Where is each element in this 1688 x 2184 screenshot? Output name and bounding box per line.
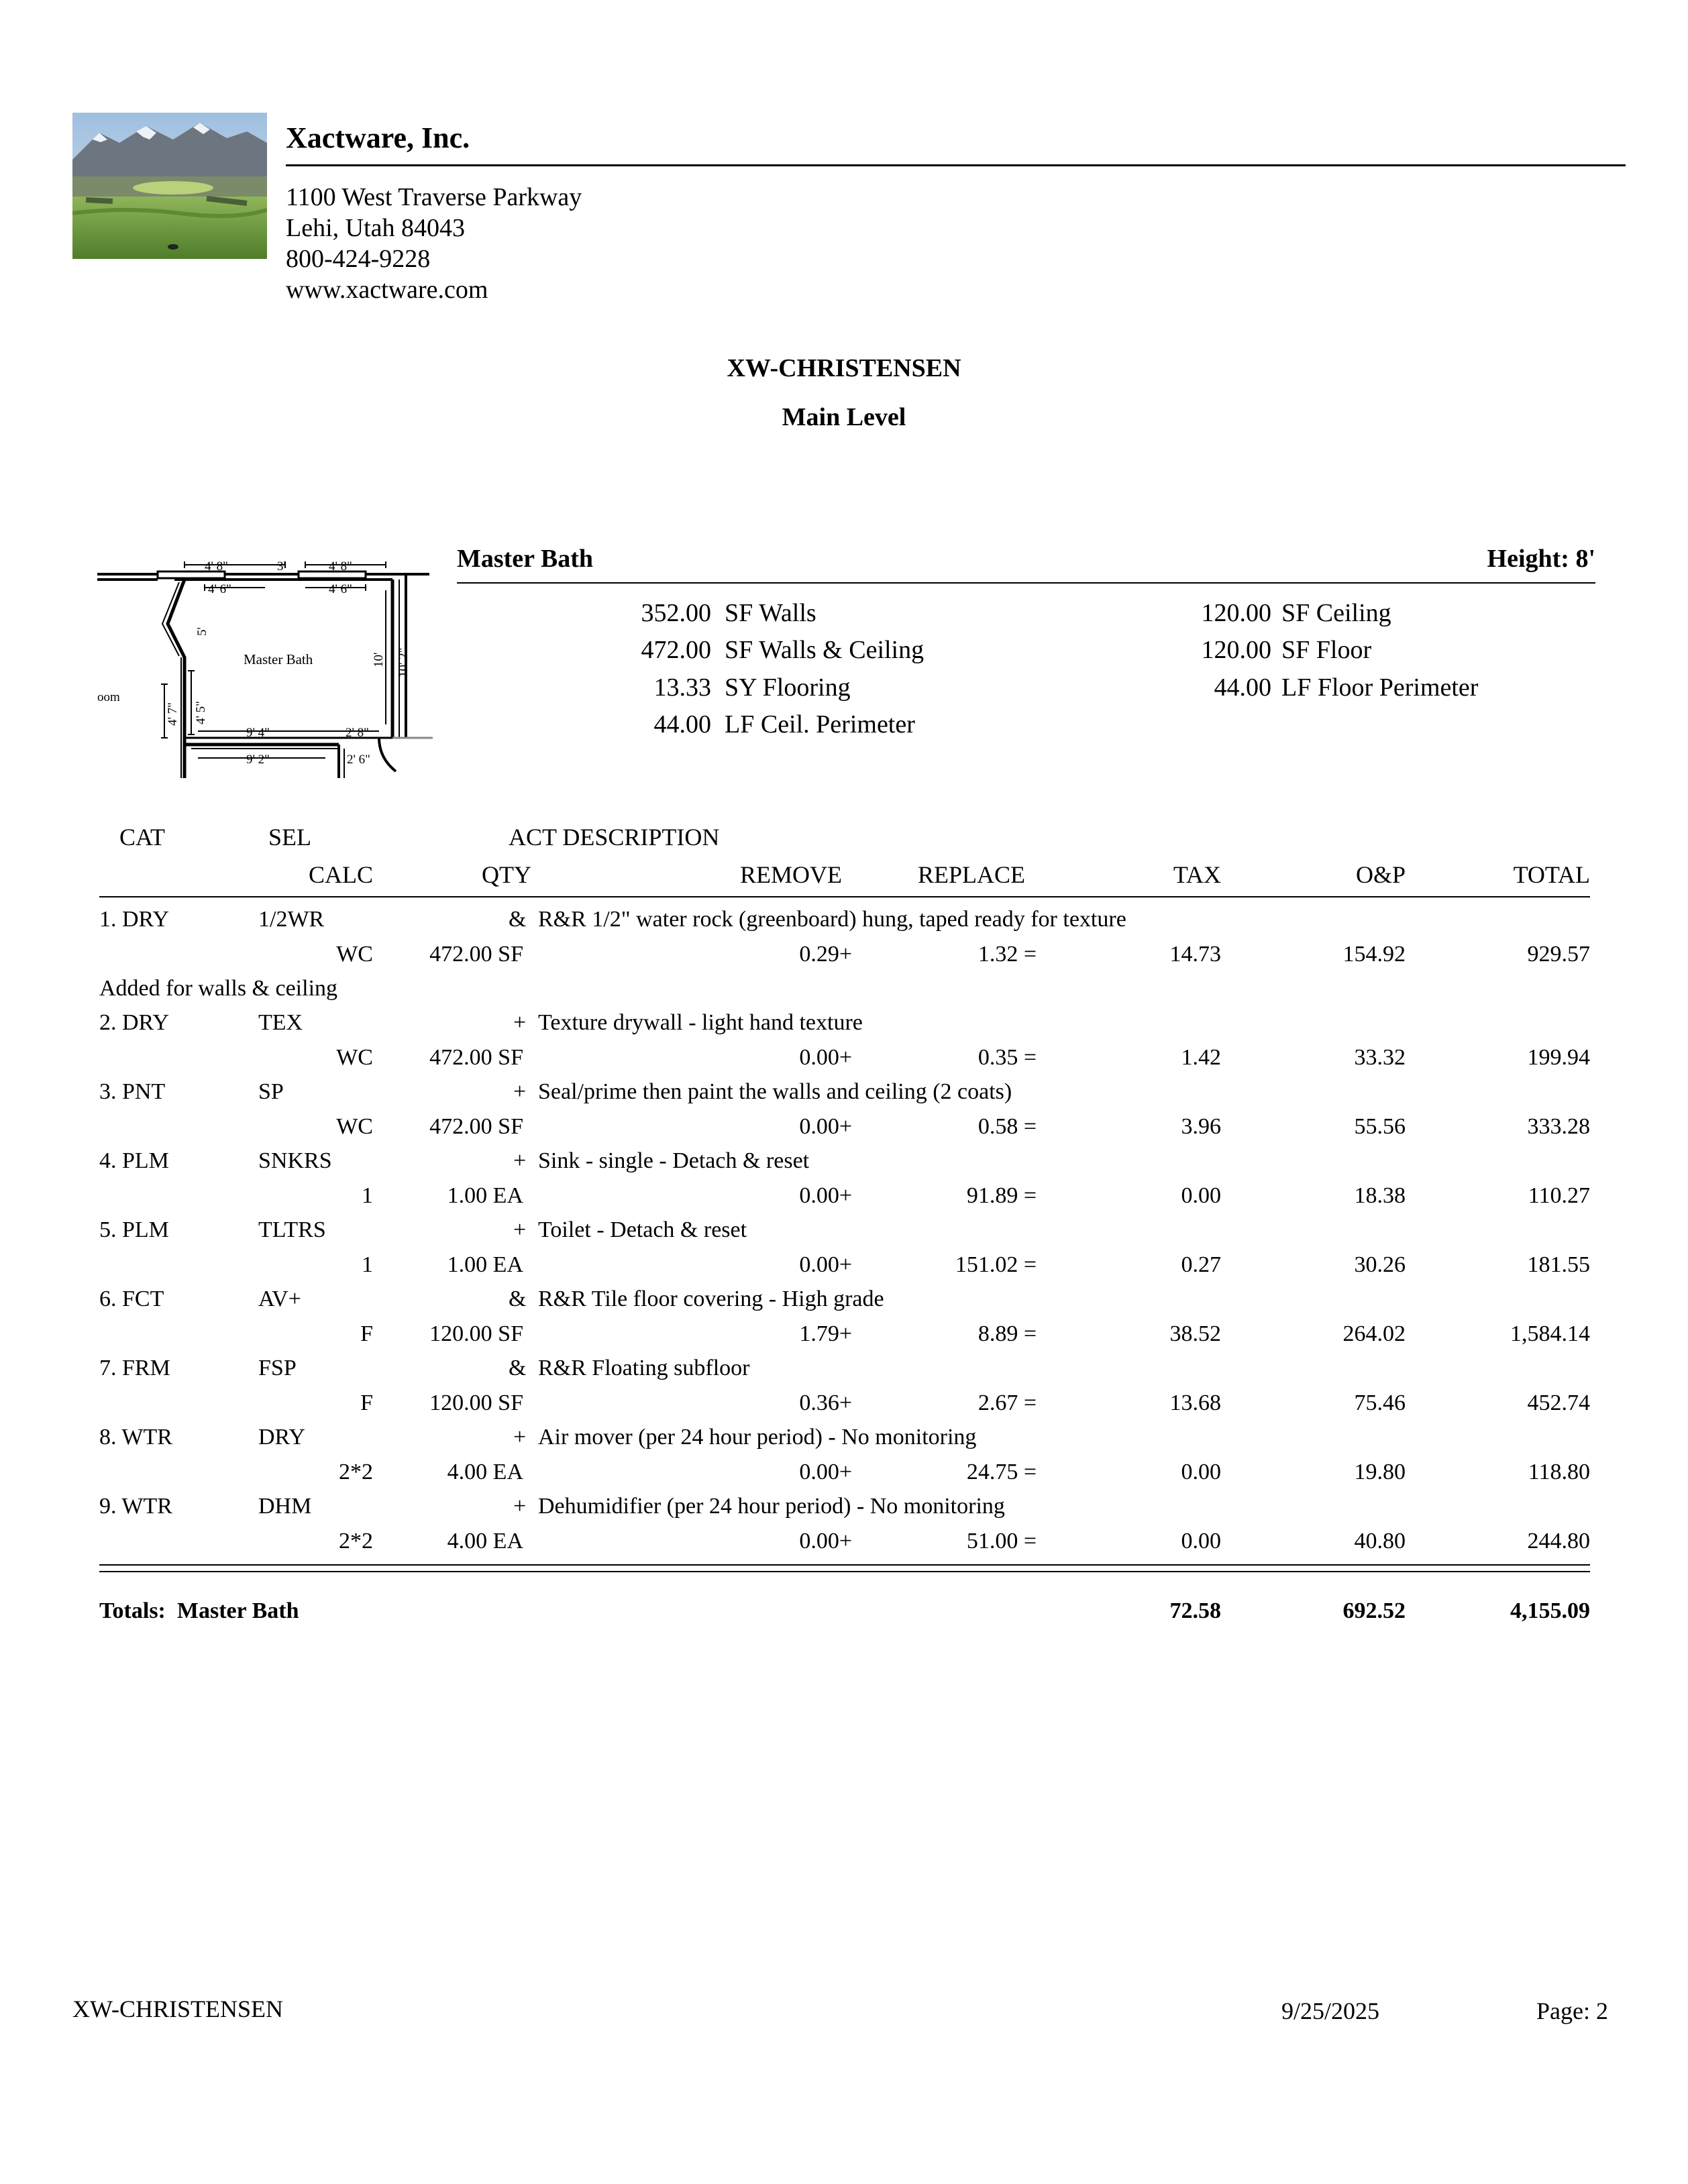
item-1-op: 154.92 [1342,942,1406,967]
room-sketch [97,550,433,781]
item-3-op: 55.56 [1354,1114,1406,1139]
sketch-dim-top-left: 4' 8" [205,559,228,574]
item-2-act: + [513,1010,527,1035]
item-3-replace: 0.58 = [978,1114,1037,1139]
item-1-remove: 0.29+ [799,942,852,967]
item-2-num: 2. DRY [99,1010,169,1035]
item-8-replace: 24.75 = [966,1460,1037,1484]
room-name: Master Bath [457,545,593,573]
item-9-replace: 51.00 = [966,1529,1037,1553]
item-4-qty: 1.00 EA [447,1183,523,1208]
measure-walls-label: SF Walls [725,599,816,627]
item-4-calc: 1 [362,1183,373,1208]
item-1-num: 1. DRY [99,907,169,932]
sketch-dim-top-right: 4' 8" [329,559,352,574]
sketch-dim-left-upper: 5' [195,627,209,636]
measure-floor-value: 120.00 [1201,636,1271,664]
item-4-tax: 0.00 [1181,1183,1221,1208]
item-3-tax: 3.96 [1181,1114,1221,1139]
item-5-num: 5. PLM [99,1217,169,1242]
item-4-act: + [513,1148,527,1173]
item-7-num: 7. FRM [99,1356,170,1380]
item-5-qty: 1.00 EA [447,1252,523,1277]
item-3-num: 3. PNT [99,1079,166,1104]
item-9-calc: 2*2 [339,1529,373,1553]
item-2-total: 199.94 [1527,1045,1590,1070]
company-address-line1: 1100 West Traverse Parkway [286,183,582,211]
col-header-remove: REMOVE [740,861,842,888]
col-header-replace: REPLACE [918,861,1026,888]
item-7-replace: 2.67 = [978,1390,1037,1415]
col-header-calc: CALC [309,861,374,888]
item-8-num: 8. WTR [99,1425,172,1450]
footer-date: 9/25/2025 [1281,1998,1380,2024]
measure-flooring-label: SY Flooring [725,673,851,702]
col-header-tax: TAX [1173,861,1221,888]
measure-ceil-perimeter-label: LF Ceil. Perimeter [725,710,915,739]
item-8-remove: 0.00+ [799,1460,852,1484]
item-6-remove: 1.79+ [799,1321,852,1346]
item-6-calc: F [360,1321,373,1346]
item-9-remove: 0.00+ [799,1529,852,1553]
item-8-qty: 4.00 EA [447,1460,523,1484]
item-4-num: 4. PLM [99,1148,169,1173]
item-9-total: 244.80 [1527,1529,1590,1553]
measure-ceiling-label: SF Ceiling [1281,599,1391,627]
item-1-sel: 1/2WR [258,907,325,932]
item-2-remove: 0.00+ [799,1045,852,1070]
item-4-replace: 91.89 = [966,1183,1037,1208]
item-5-sel: TLTRS [258,1217,326,1242]
totals-total: 4,155.09 [1510,1598,1590,1623]
sketch-dim-left-lower-inner: 4' 5" [194,701,208,724]
col-header-act-description: ACT DESCRIPTION [509,824,720,851]
sketch-dim-right-outer: 10' 2" [397,647,411,677]
measure-floor-label: SF Floor [1281,636,1372,664]
totals-op: 692.52 [1342,1598,1406,1623]
item-4-op: 18.38 [1354,1183,1406,1208]
measure-walls-ceiling-value: 472.00 [641,636,711,664]
item-7-total: 452.74 [1527,1390,1590,1415]
item-7-qty: 120.00 SF [429,1390,523,1415]
sketch-dim-top-mid: 3' [277,559,286,574]
report-level: Main Level [782,403,906,431]
item-1-tax: 14.73 [1169,942,1221,967]
footer-report-name: XW-CHRISTENSEN [72,1996,283,2022]
item-6-sel: AV+ [258,1287,301,1311]
item-6-replace: 8.89 = [978,1321,1037,1346]
sketch-dim-inner-left: 4' 6" [208,582,231,596]
item-6-act: & [509,1287,527,1311]
item-6-op: 264.02 [1342,1321,1406,1346]
item-2-tax: 1.42 [1181,1045,1221,1070]
totals-rule-bottom [99,1571,1590,1572]
item-6-desc: R&R Tile floor covering - High grade [538,1287,884,1311]
room-header-rule [457,582,1595,584]
item-7-op: 75.46 [1354,1390,1406,1415]
item-5-op: 30.26 [1354,1252,1406,1277]
company-website: www.xactware.com [286,276,488,304]
item-7-remove: 0.36+ [799,1390,852,1415]
measure-flooring-value: 13.33 [653,673,711,702]
sketch-dim-bottom-right-inner: 2' 8" [346,726,369,740]
item-9-sel: DHM [258,1494,312,1519]
item-2-desc: Texture drywall - light hand texture [538,1010,863,1035]
item-9-desc: Dehumidifier (per 24 hour period) - No monitoring [538,1494,1005,1519]
col-header-op: O&P [1355,861,1406,888]
item-1-replace: 1.32 = [978,942,1037,967]
item-2-sel: TEX [258,1010,303,1035]
room-height: Height: 8' [1487,545,1595,573]
item-8-tax: 0.00 [1181,1460,1221,1484]
item-1-note: Added for walls & ceiling [99,976,338,1001]
item-3-total: 333.28 [1527,1114,1590,1139]
item-1-total: 929.57 [1527,942,1590,967]
totals-tax: 72.58 [1169,1598,1221,1623]
sketch-dim-left-lower-outer: 4' 7" [166,702,180,726]
sketch-room-label: Master Bath [244,651,313,667]
item-4-desc: Sink - single - Detach & reset [538,1148,810,1173]
item-6-tax: 38.52 [1169,1321,1221,1346]
item-5-tax: 0.27 [1181,1252,1221,1277]
item-5-remove: 0.00+ [799,1252,852,1277]
measure-walls-value: 352.00 [641,599,711,627]
item-5-act: + [513,1217,527,1242]
item-7-desc: R&R Floating subfloor [538,1356,750,1380]
company-name: Xactware, Inc. [286,121,470,154]
item-1-act: & [509,907,527,932]
col-header-sel: SEL [268,824,312,851]
item-4-total: 110.27 [1528,1183,1590,1208]
item-8-act: + [513,1425,527,1450]
item-7-act: & [509,1356,527,1380]
measure-floor-perimeter-label: LF Floor Perimeter [1281,673,1479,702]
company-address-line2: Lehi, Utah 84043 [286,214,466,242]
item-3-sel: SP [258,1079,284,1104]
item-2-op: 33.32 [1354,1045,1406,1070]
item-9-op: 40.80 [1354,1529,1406,1553]
table-header-rule [99,896,1590,897]
item-8-total: 118.80 [1528,1460,1590,1484]
sketch-dim-bottom-inner: 9' 4" [246,726,270,740]
item-1-desc: R&R 1/2" water rock (greenboard) hung, taped ready for texture [538,907,1126,932]
sketch-dim-bottom-outer: 9' 2" [246,753,270,767]
item-5-calc: 1 [362,1252,373,1277]
sketch-adjacent-room-label: oom [97,690,120,704]
item-4-remove: 0.00+ [799,1183,852,1208]
item-2-replace: 0.35 = [978,1045,1037,1070]
item-7-sel: FSP [258,1356,297,1380]
item-7-calc: F [360,1390,373,1415]
totals-label: Totals: Master Bath [99,1598,299,1623]
header-rule [286,164,1626,166]
measure-walls-ceiling-label: SF Walls & Ceiling [725,636,925,664]
item-8-calc: 2*2 [339,1460,373,1484]
item-3-act: + [513,1079,527,1104]
item-9-num: 9. WTR [99,1494,172,1519]
measure-ceiling-value: 120.00 [1201,599,1271,627]
footer-page-number: Page: 2 [1536,1998,1608,2024]
item-3-calc: WC [336,1114,373,1139]
col-header-total: TOTAL [1513,861,1590,888]
item-9-act: + [513,1494,527,1519]
company-phone: 800-424-9228 [286,245,431,273]
item-3-qty: 472.00 SF [429,1114,523,1139]
item-6-qty: 120.00 SF [429,1321,523,1346]
col-header-cat: CAT [119,824,166,851]
measure-ceil-perimeter-value: 44.00 [653,710,711,739]
item-3-desc: Seal/prime then paint the walls and ceiling (2 coats) [538,1079,1012,1104]
item-6-num: 6. FCT [99,1287,164,1311]
item-2-qty: 472.00 SF [429,1045,523,1070]
sketch-dim-right-inner: 10' [372,652,386,667]
item-4-sel: SNKRS [258,1148,332,1173]
item-5-total: 181.55 [1527,1252,1590,1277]
measure-floor-perimeter-value: 44.00 [1214,673,1271,702]
report-title: XW-CHRISTENSEN [727,354,961,382]
item-5-desc: Toilet - Detach & reset [538,1217,747,1242]
item-7-tax: 13.68 [1169,1390,1221,1415]
col-header-qty: QTY [482,861,531,888]
item-1-calc: WC [336,942,373,967]
item-8-sel: DRY [258,1425,305,1450]
totals-rule-top [99,1564,1590,1566]
item-8-desc: Air mover (per 24 hour period) - No monitoring [538,1425,977,1450]
sketch-dim-bottom-right-outer: 2' 6" [347,753,370,767]
item-3-remove: 0.00+ [799,1114,852,1139]
item-2-calc: WC [336,1045,373,1070]
sketch-dim-inner-right: 4' 6" [329,582,352,596]
item-9-qty: 4.00 EA [447,1529,523,1553]
item-9-tax: 0.00 [1181,1529,1221,1553]
item-1-qty: 472.00 SF [429,942,523,967]
item-8-op: 19.80 [1354,1460,1406,1484]
item-5-replace: 151.02 = [955,1252,1037,1277]
company-logo-photo [72,113,267,259]
item-6-total: 1,584.14 [1510,1321,1590,1346]
